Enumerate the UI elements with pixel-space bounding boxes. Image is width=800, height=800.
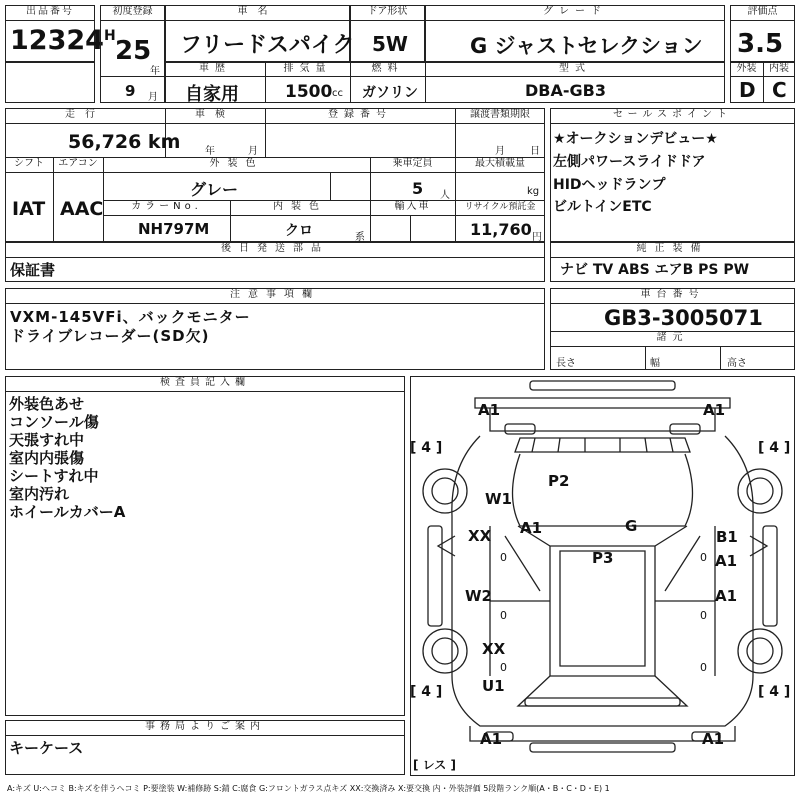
door-type: 5W	[372, 32, 408, 56]
exterior-grade: D	[739, 78, 756, 102]
damage-mark: W1	[485, 490, 512, 508]
later-parts: 保証書	[10, 261, 56, 279]
recycle-fee: 11,760	[470, 220, 532, 239]
overall-score: 3.5	[737, 29, 784, 59]
damage-mark: W2	[465, 587, 492, 605]
shift: IAT	[12, 198, 46, 220]
sales-point-box	[550, 108, 795, 242]
deadline-label: 譲渡書類期限	[470, 109, 530, 120]
width-label: 幅	[650, 358, 660, 369]
sales-line: ビルトインETC	[553, 199, 652, 215]
color-label: 外装色	[209, 158, 264, 169]
sales-line: ★オークションデビュー★	[553, 131, 718, 147]
color-number: NH797M	[138, 220, 210, 238]
score-label: 評価点	[747, 6, 778, 17]
height-label: 高さ	[727, 358, 747, 369]
aircon: AAC	[60, 198, 104, 220]
tire-tread: [ 4 ]	[758, 440, 791, 456]
zero-mark: 0	[500, 551, 507, 564]
first-registration-label: 初度登録	[112, 6, 153, 17]
mileage: 56,726 km	[68, 131, 181, 153]
mileage-label: 走行	[65, 109, 105, 120]
lot-number-label: 出品番号	[26, 6, 74, 17]
zero-mark: 0	[700, 661, 707, 674]
era-letter: H	[104, 28, 116, 44]
sales-line: HIDヘッドランプ	[553, 177, 666, 193]
zero-mark: 0	[700, 551, 707, 564]
legend: A:キズ U:ヘコミ B:キズを伴うヘコミ P:要塗装 W:補修跡 S:錆 C:腐食 G:フロントガラス点キズ XX:交換済み X:要交換 内・外装評価 5段階ランク順(A・B・C・D・E) 1	[7, 784, 610, 793]
capacity: 5	[412, 179, 424, 198]
car-name-label: 車名	[237, 6, 278, 17]
recycle-label: リサイクル預託金	[464, 202, 536, 212]
inspector-line: 外装色あせ	[9, 395, 85, 413]
registration-month: 9	[125, 82, 136, 100]
damage-mark: A1	[702, 730, 725, 748]
inspection-year-unit: 年	[205, 146, 215, 157]
load-label: 最大積載量	[475, 158, 525, 169]
inspector-line: 天張すれ中	[9, 431, 85, 449]
damage-mark: A1	[520, 519, 543, 537]
shift-label: シフト	[14, 158, 44, 169]
damage-mark: A1	[480, 730, 503, 748]
inspector-line: 室内内張傷	[9, 449, 85, 467]
capacity-unit: 人	[440, 190, 450, 201]
damage-mark: U1	[482, 677, 505, 695]
registration-year: 25	[115, 36, 152, 66]
lot-number: 12324	[10, 25, 104, 56]
fuel-label: 燃料	[371, 63, 404, 74]
damage-mark: A1	[715, 587, 738, 605]
zero-mark: 0	[700, 609, 707, 622]
vehicle-info-box	[5, 108, 545, 242]
interior-color-label: 内装色	[273, 201, 327, 212]
equipment-label: 純正装備	[636, 243, 709, 254]
zero-mark: 0	[500, 661, 507, 674]
capacity-label: 乗車定員	[392, 158, 433, 169]
chassis-number: GB3-3005071	[604, 306, 763, 330]
inspection-month-unit: 月	[248, 146, 258, 157]
car-history: 自家用	[185, 84, 239, 105]
displacement-label: 排気量	[283, 63, 332, 74]
equipment: ナビ TV ABS エアB PS PW	[560, 262, 750, 278]
car-name: フリードスパイク	[180, 33, 355, 58]
tire-tread: [ 4 ]	[758, 684, 791, 700]
tire-tread: [ 4 ]	[410, 440, 443, 456]
inspector-label: 検査員記入欄	[160, 377, 250, 388]
plate-label: 登録番号	[328, 109, 392, 120]
interior-color: クロ	[285, 223, 313, 239]
spare-tire: [ レス ]	[413, 758, 456, 772]
import-label: 輸入車	[394, 201, 431, 212]
load-unit: kg	[527, 186, 540, 197]
year-unit: 年	[150, 66, 160, 77]
recycle-unit: 円	[532, 232, 542, 243]
spec-label: 諸元	[656, 332, 689, 343]
car-diagram	[410, 376, 795, 776]
month-unit: 月	[148, 92, 158, 103]
office-label: 事務局よりご案内	[145, 721, 265, 732]
body-color: グレー	[190, 180, 239, 199]
inspector-line: 室内汚れ	[9, 485, 70, 503]
damage-mark: P2	[548, 472, 570, 490]
damage-mark: A1	[715, 552, 738, 570]
office-note: キーケース	[9, 739, 84, 757]
deadline-month-unit: 月	[495, 146, 505, 157]
sales-line: 左側パワースライドドア	[553, 154, 706, 170]
chassis-label: 車台番号	[640, 289, 705, 300]
damage-mark: XX	[482, 640, 506, 658]
fuel: ガソリン	[362, 85, 418, 101]
interior-color-unit: 系	[355, 232, 365, 243]
damage-mark: A1	[478, 401, 501, 419]
exterior-label: 外装	[736, 63, 757, 74]
length-label: 長さ	[556, 358, 576, 369]
history-label: 車歴	[199, 63, 231, 74]
inspection-label: 車検	[195, 109, 235, 120]
sales-point-label: セールスポイント	[612, 109, 733, 120]
tire-tread: [ 4 ]	[410, 684, 443, 700]
displacement: 1500	[285, 82, 333, 102]
damage-mark: A1	[703, 401, 726, 419]
door-type-label: ドア形状	[367, 6, 408, 17]
damage-mark: XX	[468, 527, 492, 545]
inspector-line: シートすれ中	[9, 467, 99, 485]
deadline-day-unit: 日	[530, 146, 540, 157]
inspector-line: コンソール傷	[9, 413, 99, 431]
zero-mark: 0	[500, 609, 507, 622]
damage-mark: B1	[716, 528, 738, 546]
caution-line: VXM-145VFi、バックモニター	[10, 308, 251, 326]
damage-mark: P3	[592, 549, 614, 567]
model-label: 型式	[559, 63, 591, 74]
interior-grade: C	[772, 78, 787, 102]
damage-mark: G	[625, 517, 638, 535]
later-parts-label: 後日発送部品	[221, 243, 329, 254]
grade-label: グレード	[543, 6, 607, 17]
displacement-unit: cc	[332, 88, 343, 99]
caution-label: 注意事項欄	[230, 289, 320, 300]
caution-line: ドライブレコーダー(SD欠)	[10, 327, 210, 345]
interior-label: 内装	[769, 63, 789, 74]
aircon-label: エアコン	[58, 158, 98, 169]
grade: G ジャストセレクション	[470, 34, 703, 58]
model-code: DBA-GB3	[525, 81, 606, 100]
color-number-label: カラーNo.	[131, 201, 202, 212]
inspector-line: ホイールカバーA	[9, 503, 126, 521]
